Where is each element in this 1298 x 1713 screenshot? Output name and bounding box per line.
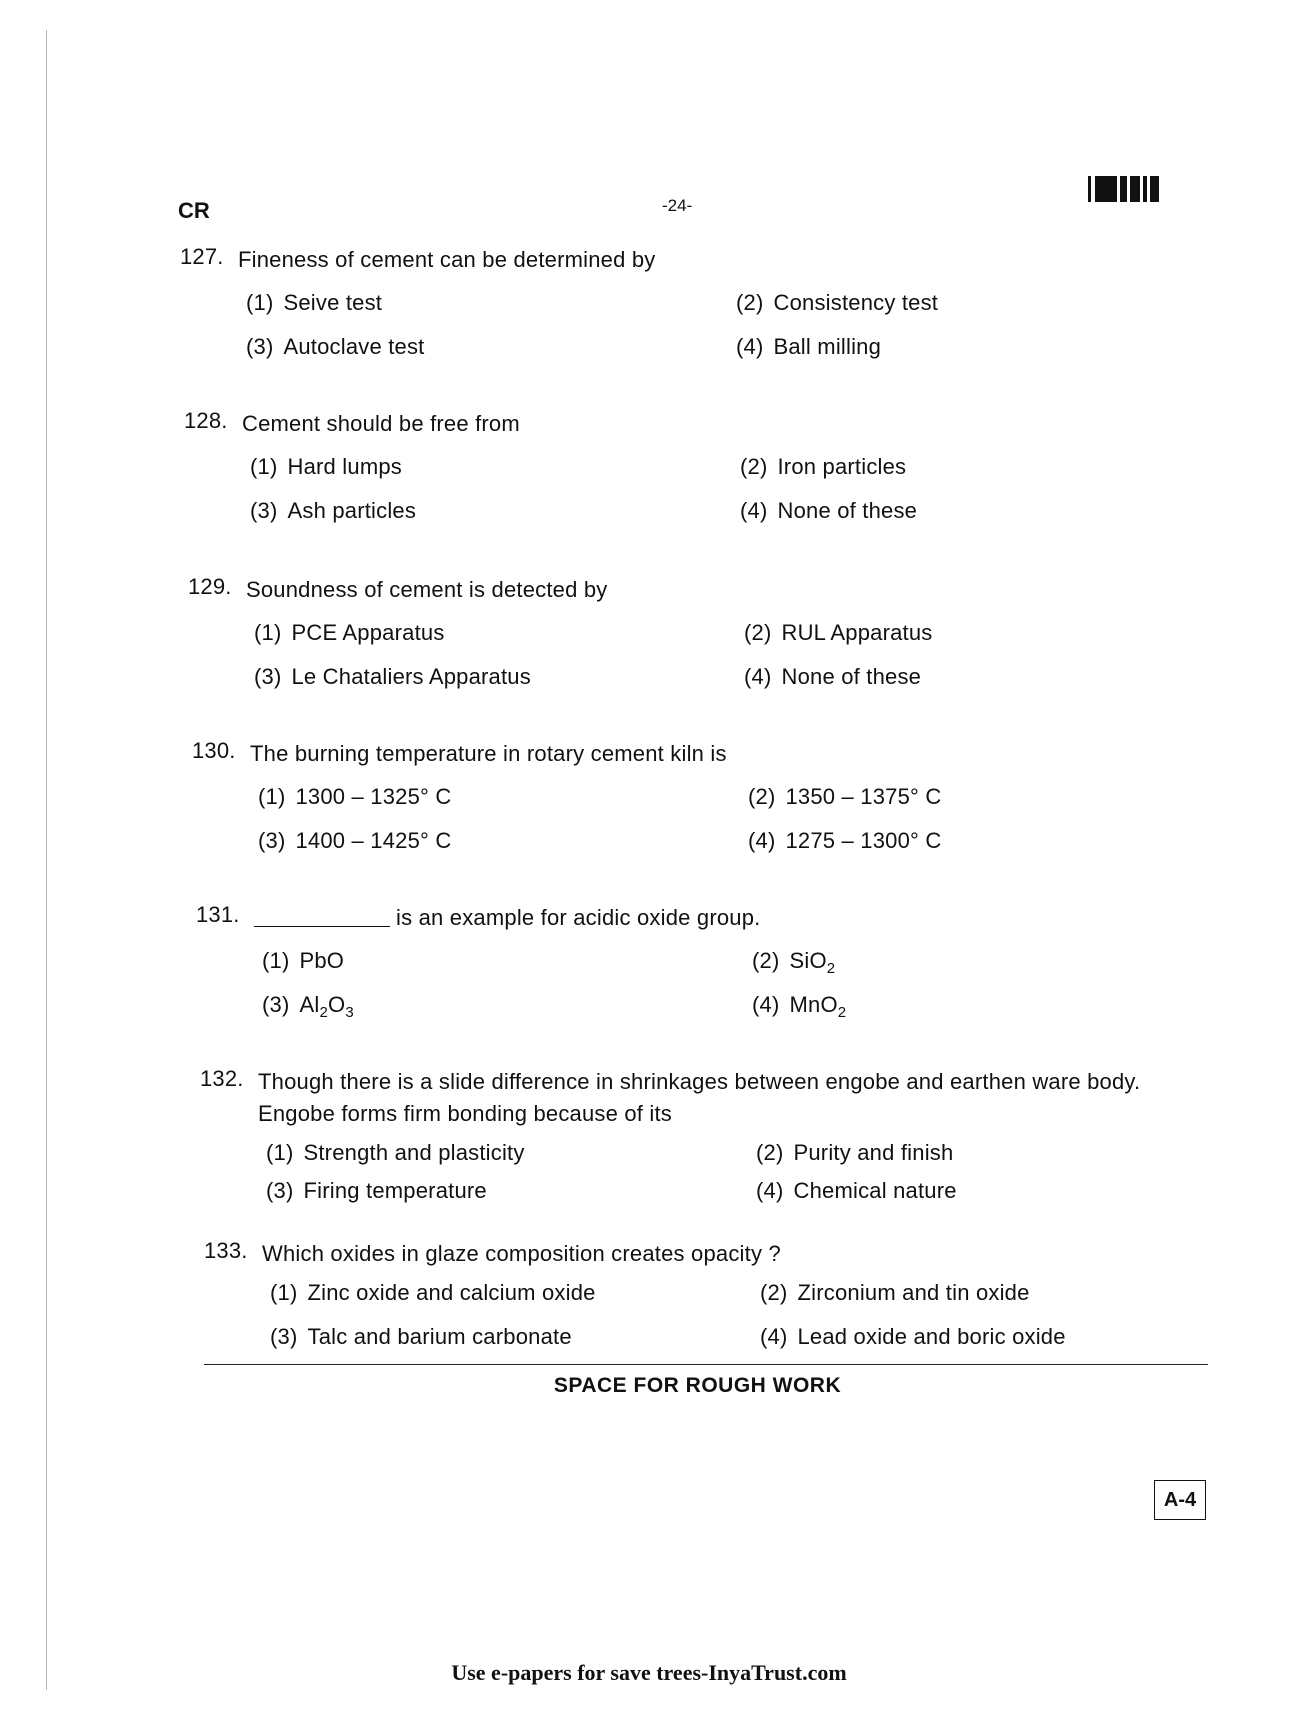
option-4[interactable]: (4) Chemical nature xyxy=(756,1178,957,1203)
question-text: Though there is a slide difference in shrinkages between engobe and earthen ware body. Engobe forms firm bonding because of its xyxy=(258,1069,1141,1126)
page-number: -24- xyxy=(662,196,693,215)
option-3[interactable]: (3) 1400 – 1425° C xyxy=(258,828,452,853)
series-code-box: A-4 xyxy=(1154,1480,1206,1520)
option-3[interactable]: (3) $Al_2O_3$ xyxy=(262,992,354,1021)
question-132 xyxy=(200,1066,1160,1206)
option-1[interactable]: (1) PbO xyxy=(262,948,345,973)
option-1[interactable]: (1) PCE Apparatus xyxy=(254,620,445,645)
option-4[interactable]: (4) 1275 – 1300° C xyxy=(748,828,942,853)
option-4[interactable]: (4) Lead oxide and boric oxide xyxy=(760,1324,1066,1349)
subject-code: CR xyxy=(178,198,210,223)
question-128 xyxy=(184,408,1200,526)
option-4[interactable]: (4) Ball milling xyxy=(736,334,882,359)
rough-work-divider xyxy=(204,1364,1208,1365)
option-1[interactable]: (1) Zinc oxide and calcium oxide xyxy=(270,1280,596,1305)
option-2[interactable]: (2) Zirconium and tin oxide xyxy=(760,1280,1030,1305)
option-1[interactable]: (1) 1300 – 1325° C xyxy=(258,784,452,809)
question-text: Which oxides in glaze composition creates opacity ? xyxy=(262,1241,781,1266)
question-130 xyxy=(192,738,1208,856)
footer-text: Use e-papers for save trees-InyaTrust.com xyxy=(451,1660,847,1685)
option-3[interactable]: (3) Talc and barium carbonate xyxy=(270,1324,572,1349)
option-1[interactable]: (1) Seive test xyxy=(246,290,383,315)
option-3[interactable]: (3) Le Chataliers Apparatus xyxy=(254,664,531,689)
question-number: 129. xyxy=(188,574,232,599)
option-2[interactable]: (2) RUL Apparatus xyxy=(744,620,933,645)
question-number: 130. xyxy=(192,738,236,763)
question-text: The burning temperature in rotary cement kiln is xyxy=(250,741,727,766)
question-number: 127. xyxy=(180,244,224,269)
question-number: 131. xyxy=(196,902,240,927)
question-text: Soundness of cement is detected by xyxy=(246,577,608,602)
option-4[interactable]: (4) MnO$_2$ xyxy=(752,992,847,1021)
option-3[interactable]: (3) Autoclave test xyxy=(246,334,425,359)
option-2[interactable]: (2) Iron particles xyxy=(740,454,907,479)
question-131 xyxy=(196,902,1212,1020)
question-number: 133. xyxy=(204,1238,248,1263)
question-text: Fineness of cement can be determined by xyxy=(238,247,656,272)
question-number: 128. xyxy=(184,408,228,433)
option-2[interactable]: (2) Purity and finish xyxy=(756,1140,954,1165)
question-text: is an example for acidic oxide group. xyxy=(396,905,761,930)
question-number: 132. xyxy=(200,1066,244,1091)
option-3[interactable]: (3) Ash particles xyxy=(250,498,417,523)
fill-in-blank xyxy=(254,926,390,927)
page-edge-line xyxy=(46,30,47,1690)
option-2[interactable]: (2) SiO$_2$ xyxy=(752,948,836,977)
option-1[interactable]: (1) Hard lumps xyxy=(250,454,402,479)
question-127 xyxy=(180,244,1196,362)
question-129 xyxy=(188,574,1204,692)
question-text: Cement should be free from xyxy=(242,411,520,436)
option-4[interactable]: (4) None of these xyxy=(744,664,922,689)
option-2[interactable]: (2) Consistency test xyxy=(736,290,939,315)
option-2[interactable]: (2) 1350 – 1375° C xyxy=(748,784,942,809)
option-4[interactable]: (4) None of these xyxy=(740,498,918,523)
option-1[interactable]: (1) Strength and plasticity xyxy=(266,1140,525,1165)
option-3[interactable]: (3) Firing temperature xyxy=(266,1178,487,1203)
barcode-mark xyxy=(1088,176,1159,202)
rough-work-label: SPACE FOR ROUGH WORK xyxy=(553,1374,842,1397)
question-133 xyxy=(204,1238,1220,1352)
